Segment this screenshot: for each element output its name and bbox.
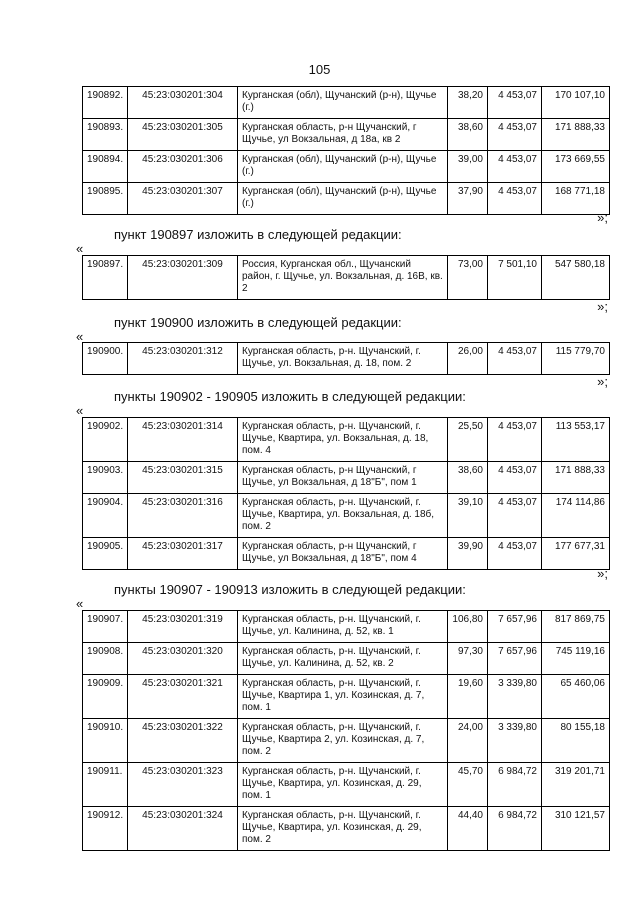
cadastral-price-cell: 6 984,72 — [488, 763, 542, 807]
cadastral-value-cell: 547 580,18 — [542, 256, 610, 300]
cadastral-value-cell: 113 553,17 — [542, 418, 610, 462]
row-number-cell: 190905. — [83, 538, 128, 570]
cadastral-table-2 — [82, 255, 610, 300]
cadastral-value-cell: 174 114,86 — [542, 494, 610, 538]
opening-quote: « — [76, 241, 84, 256]
cadastral-number-cell: 45:23:030201:306 — [128, 151, 238, 183]
address-cell: Курганская (обл), Щучанский (р-н), Щучье (г.) — [238, 151, 448, 183]
row-number-cell: 190892. — [83, 87, 128, 119]
cadastral-price-cell: 4 453,07 — [488, 494, 542, 538]
cadastral-number-cell: 45:23:030201:323 — [128, 763, 238, 807]
cadastral-number-cell: 45:23:030201:315 — [128, 462, 238, 494]
area-cell: 24,00 — [448, 719, 488, 763]
opening-quote: « — [76, 329, 84, 344]
closing-quote: »; — [597, 374, 608, 389]
cadastral-value-cell: 310 121,57 — [542, 807, 610, 851]
address-cell: Курганская область, р-н Щучанский, г Щучье, ул Вокзальная, д 18"Б", пом 1 — [238, 462, 448, 494]
cadastral-value-cell: 171 888,33 — [542, 462, 610, 494]
address-cell: Курганская область, р-н. Щучанский, г. Щучье, ул. Вокзальная, д. 18, пом. 2 — [238, 343, 448, 375]
cadastral-number-cell: 45:23:030201:304 — [128, 87, 238, 119]
area-cell: 106,80 — [448, 611, 488, 643]
cadastral-value-cell: 115 779,70 — [542, 343, 610, 375]
table-row — [83, 494, 610, 538]
opening-quote: « — [76, 403, 84, 418]
cadastral-price-cell: 7 657,96 — [488, 611, 542, 643]
closing-quote: »; — [597, 566, 608, 581]
row-number-cell: 190894. — [83, 151, 128, 183]
cadastral-table-5 — [82, 610, 610, 851]
opening-quote: « — [76, 596, 84, 611]
table-row — [83, 119, 610, 151]
cadastral-price-cell: 4 453,07 — [488, 418, 542, 462]
row-number-cell: 190904. — [83, 494, 128, 538]
cadastral-value-cell: 168 771,18 — [542, 183, 610, 215]
cadastral-table-1 — [82, 86, 610, 215]
area-cell: 39,90 — [448, 538, 488, 570]
table-row — [83, 611, 610, 643]
table-row — [83, 807, 610, 851]
area-cell: 44,40 — [448, 807, 488, 851]
closing-quote: »; — [597, 299, 608, 314]
cadastral-table-4 — [82, 417, 610, 570]
row-number-cell: 190907. — [83, 611, 128, 643]
amendment-paragraph-190900: пункт 190900 изложить в следующей редакции: — [114, 315, 402, 330]
page-number: 105 — [308, 62, 331, 77]
cadastral-number-cell: 45:23:030201:322 — [128, 719, 238, 763]
area-cell: 45,70 — [448, 763, 488, 807]
cadastral-number-cell: 45:23:030201:319 — [128, 611, 238, 643]
closing-quote: »; — [597, 210, 608, 225]
table-row — [83, 763, 610, 807]
cadastral-price-cell: 4 453,07 — [488, 183, 542, 215]
cadastral-price-cell: 3 339,80 — [488, 719, 542, 763]
table-row — [83, 719, 610, 763]
cadastral-number-cell: 45:23:030201:312 — [128, 343, 238, 375]
cadastral-price-cell: 4 453,07 — [488, 87, 542, 119]
table-row — [83, 675, 610, 719]
cadastral-number-cell: 45:23:030201:305 — [128, 119, 238, 151]
cadastral-value-cell: 817 869,75 — [542, 611, 610, 643]
address-cell: Курганская область, р-н. Щучанский, г. Щучье, Квартира 2, ул. Козинская, д. 7, пом. 2 — [238, 719, 448, 763]
address-cell: Курганская область, р-н. Щучанский, г. Щучье, Квартира, ул. Вокзальная, д. 18б, пом. 2 — [238, 494, 448, 538]
area-cell: 38,60 — [448, 119, 488, 151]
area-cell: 19,60 — [448, 675, 488, 719]
row-number-cell: 190902. — [83, 418, 128, 462]
cadastral-value-cell: 65 460,06 — [542, 675, 610, 719]
table-row — [83, 151, 610, 183]
row-number-cell: 190911. — [83, 763, 128, 807]
table-row — [83, 343, 610, 375]
cadastral-number-cell: 45:23:030201:320 — [128, 643, 238, 675]
cadastral-price-cell: 4 453,07 — [488, 119, 542, 151]
cadastral-value-cell: 170 107,10 — [542, 87, 610, 119]
address-cell: Курганская (обл), Щучанский (р-н), Щучье (г.) — [238, 183, 448, 215]
cadastral-value-cell: 319 201,71 — [542, 763, 610, 807]
area-cell: 39,00 — [448, 151, 488, 183]
amendment-paragraph-190907-190913: пункты 190907 - 190913 изложить в следующей редакции: — [114, 582, 466, 597]
cadastral-price-cell: 7 501,10 — [488, 256, 542, 300]
cadastral-price-cell: 4 453,07 — [488, 462, 542, 494]
address-cell: Курганская область, р-н Щучанский, г Щучье, ул Вокзальная, д 18а, кв 2 — [238, 119, 448, 151]
cadastral-number-cell: 45:23:030201:314 — [128, 418, 238, 462]
table-row — [83, 418, 610, 462]
cadastral-value-cell: 173 669,55 — [542, 151, 610, 183]
table-row — [83, 643, 610, 675]
amendment-paragraph-190897: пункт 190897 изложить в следующей редакции: — [114, 227, 402, 242]
cadastral-price-cell: 7 657,96 — [488, 643, 542, 675]
cadastral-number-cell: 45:23:030201:321 — [128, 675, 238, 719]
row-number-cell: 190909. — [83, 675, 128, 719]
area-cell: 26,00 — [448, 343, 488, 375]
cadastral-number-cell: 45:23:030201:324 — [128, 807, 238, 851]
table-row — [83, 183, 610, 215]
cadastral-price-cell: 4 453,07 — [488, 343, 542, 375]
cadastral-value-cell: 80 155,18 — [542, 719, 610, 763]
area-cell: 37,90 — [448, 183, 488, 215]
table-row — [83, 462, 610, 494]
address-cell: Курганская область, р-н. Щучанский, г. Щучье, ул. Калинина, д. 52, кв. 1 — [238, 611, 448, 643]
row-number-cell: 190910. — [83, 719, 128, 763]
area-cell: 25,50 — [448, 418, 488, 462]
area-cell: 38,60 — [448, 462, 488, 494]
row-number-cell: 190897. — [83, 256, 128, 300]
cadastral-number-cell: 45:23:030201:307 — [128, 183, 238, 215]
cadastral-number-cell: 45:23:030201:316 — [128, 494, 238, 538]
address-cell: Курганская область, р-н. Щучанский, г. Щучье, ул. Калинина, д. 52, кв. 2 — [238, 643, 448, 675]
cadastral-price-cell: 6 984,72 — [488, 807, 542, 851]
row-number-cell: 190903. — [83, 462, 128, 494]
row-number-cell: 190912. — [83, 807, 128, 851]
address-cell: Курганская область, р-н. Щучанский, г. Щучье, Квартира, ул. Вокзальная, д. 18, пом. 4 — [238, 418, 448, 462]
cadastral-value-cell: 171 888,33 — [542, 119, 610, 151]
row-number-cell: 190893. — [83, 119, 128, 151]
address-cell: Курганская область, р-н. Щучанский, г. Щучье, Квартира, ул. Козинская, д. 29, пом. 2 — [238, 807, 448, 851]
address-cell: Курганская область, р-н. Щучанский, г. Щучье, Квартира 1, ул. Козинская, д. 7, пом. 1 — [238, 675, 448, 719]
area-cell: 73,00 — [448, 256, 488, 300]
cadastral-value-cell: 177 677,31 — [542, 538, 610, 570]
cadastral-number-cell: 45:23:030201:309 — [128, 256, 238, 300]
row-number-cell: 190908. — [83, 643, 128, 675]
cadastral-number-cell: 45:23:030201:317 — [128, 538, 238, 570]
cadastral-price-cell: 3 339,80 — [488, 675, 542, 719]
area-cell: 39,10 — [448, 494, 488, 538]
row-number-cell: 190900. — [83, 343, 128, 375]
table-row — [83, 87, 610, 119]
amendment-paragraph-190902-190905: пункты 190902 - 190905 изложить в следующей редакции: — [114, 389, 466, 404]
address-cell: Курганская (обл), Щучанский (р-н), Щучье (г.) — [238, 87, 448, 119]
cadastral-table-3 — [82, 342, 610, 375]
area-cell: 38,20 — [448, 87, 488, 119]
table-row — [83, 538, 610, 570]
row-number-cell: 190895. — [83, 183, 128, 215]
table-row — [83, 256, 610, 300]
cadastral-price-cell: 4 453,07 — [488, 151, 542, 183]
cadastral-price-cell: 4 453,07 — [488, 538, 542, 570]
address-cell: Курганская область, р-н Щучанский, г Щучье, ул Вокзальная, д 18"Б", пом 4 — [238, 538, 448, 570]
address-cell: Курганская область, р-н. Щучанский, г. Щучье, Квартира, ул. Козинская, д. 29, пом. 1 — [238, 763, 448, 807]
area-cell: 97,30 — [448, 643, 488, 675]
address-cell: Россия, Курганская обл., Щучанский район, г. Щучье, ул. Вокзальная, д. 16В, кв. 2 — [238, 256, 448, 300]
cadastral-value-cell: 745 119,16 — [542, 643, 610, 675]
